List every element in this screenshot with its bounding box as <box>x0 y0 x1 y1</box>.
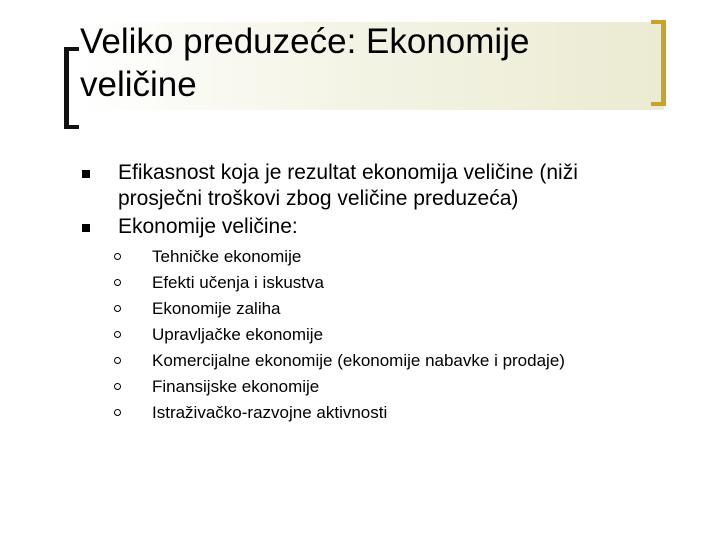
list-item <box>80 160 680 212</box>
sub-item-text: Tehničke ekonomije <box>152 247 302 266</box>
ring-bullet-icon <box>114 357 121 364</box>
title-line-1: Veliko preduzeće: Ekonomije <box>80 22 530 61</box>
bullet-text-line: prosječni troškovi zbog veličine preduzeća) <box>118 187 519 210</box>
sub-list-item <box>80 296 680 322</box>
square-bullet-icon <box>82 224 90 232</box>
sub-list-item <box>80 348 680 374</box>
ring-bullet-icon <box>114 253 121 260</box>
sub-item-text: Istraživačko-razvojne aktivnosti <box>152 403 388 422</box>
sub-list-item <box>80 374 680 400</box>
bullet-text-line: Ekonomije veličine: <box>118 215 298 238</box>
ring-bullet-icon <box>114 331 121 338</box>
ring-bullet-icon <box>114 279 121 286</box>
right-bracket-icon <box>651 20 666 106</box>
ring-bullet-icon <box>114 409 121 416</box>
sub-list-item <box>80 400 680 426</box>
sub-list-item <box>80 270 680 296</box>
sub-list-item <box>80 322 680 348</box>
sub-item-text: Ekonomije zaliha <box>152 299 281 318</box>
slide-title <box>80 20 640 106</box>
left-bracket-icon <box>64 47 79 129</box>
sub-item-text: Komercijalne ekonomije (ekonomije nabavke i prodaje) <box>152 351 565 370</box>
title-line-2: veličine <box>80 65 197 104</box>
sub-item-text: Efekti učenja i iskustva <box>152 273 324 292</box>
square-bullet-icon <box>82 170 90 178</box>
bullet-text-line: Efikasnost koja je rezultat ekonomija veličine (niži <box>118 161 578 184</box>
sub-list-item <box>80 244 680 270</box>
list-item <box>80 214 680 240</box>
ring-bullet-icon <box>114 383 121 390</box>
sub-list <box>80 244 680 426</box>
slide-content <box>80 160 680 426</box>
sub-item-text: Upravljačke ekonomije <box>152 325 324 344</box>
sub-item-text: Finansijske ekonomije <box>152 377 320 396</box>
ring-bullet-icon <box>114 305 121 312</box>
